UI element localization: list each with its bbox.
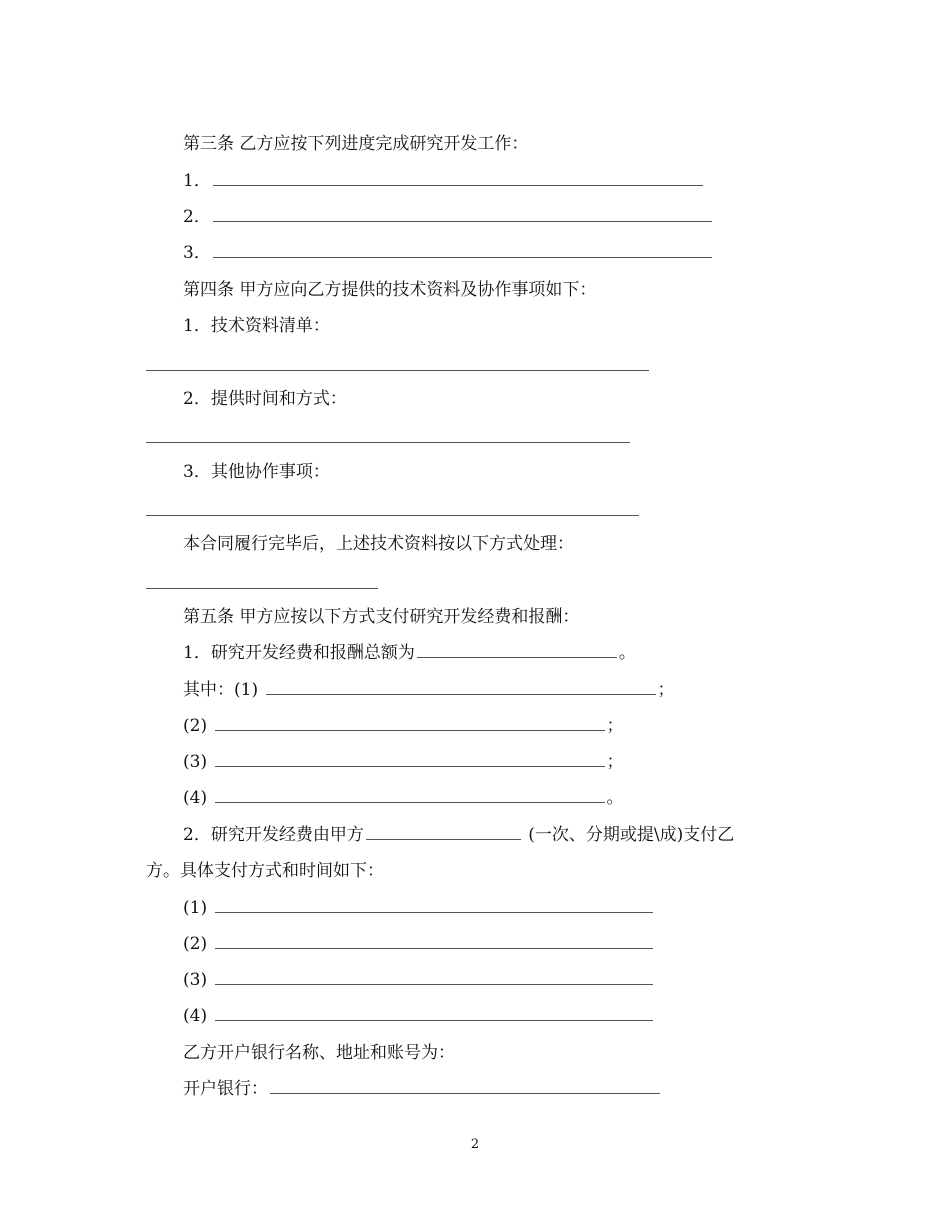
item-number: 3． [183,243,211,263]
schedule-item-4 [183,1005,655,1027]
fill-line [146,588,378,589]
fill-blank [215,1005,653,1021]
article3-item-3 [183,242,714,264]
fill-blank [270,1078,660,1094]
fill-blank [215,715,605,731]
payment-method-text: (一次、分期或提\成)支付乙 [528,825,735,845]
total-label: 1．研究开发经费和报酬总额为 [183,643,415,663]
bank-label: 开户银行： [183,1079,268,1099]
schedule-item-1 [183,897,655,919]
fill-blank [417,642,617,658]
sub-label: (3) [183,970,208,990]
schedule-item-3 [183,969,655,991]
bank-line [183,1078,662,1100]
article4-disposal: 本合同履行完毕后，上述技术资料按以下方式处理： [183,534,574,554]
article4-item-1: 1．技术资料清单： [183,316,330,336]
fill-blank [215,751,605,767]
article4-item-2: 2．提供时间和方式： [183,389,347,409]
article3-heading: 第三条 乙方应按下列进度完成研究开发工作： [183,134,529,154]
sub-label: (2) [183,716,208,736]
article5-sub-3 [183,751,624,773]
fill-blank [215,969,653,985]
fill-line [146,515,639,516]
sub-label: (4) [183,1006,208,1026]
article4-item-3: 3．其他协作事项： [183,462,330,482]
punctuation: 。 [618,643,636,663]
article4-heading: 第四条 甲方应向乙方提供的技术资料及协作事项如下： [183,280,597,300]
sub-label: (2) [183,934,208,954]
item-number: 2． [183,207,211,227]
fill-blank [215,897,653,913]
fill-line [146,442,630,443]
fill-line [146,370,649,371]
fill-blank [213,206,712,222]
fill-blank [266,679,656,695]
article5-among-1 [183,679,675,701]
sub-label: 其中：(1) [183,680,259,700]
sub-label: (3) [183,752,208,772]
fill-blank [213,170,703,186]
article3-item-1 [183,170,705,192]
article5-payment [183,824,734,846]
article5-sub-4 [183,787,624,809]
punctuation: ； [657,680,675,700]
punctuation: 。 [606,788,624,808]
fill-blank [215,787,605,803]
sub-label: (1) [183,898,208,918]
article3-item-2 [183,206,714,228]
page-number: 2 [470,1137,480,1152]
punctuation: ； [606,716,624,736]
fill-blank [366,824,521,840]
schedule-item-2 [183,933,655,955]
punctuation: ； [606,752,624,772]
article5-payment-cont: 方。具体支付方式和时间如下： [146,861,384,881]
fill-blank [215,933,653,949]
bank-heading: 乙方开户银行名称、地址和账号为： [183,1043,455,1063]
payment-label: 2．研究开发经费由甲方 [183,825,364,845]
sub-label: (4) [183,788,208,808]
article5-heading: 第五条 甲方应按以下方式支付研究开发经费和报酬： [183,607,580,627]
item-number: 1． [183,171,211,191]
fill-blank [213,242,712,258]
article5-sub-2 [183,715,624,737]
article5-total [183,642,636,664]
